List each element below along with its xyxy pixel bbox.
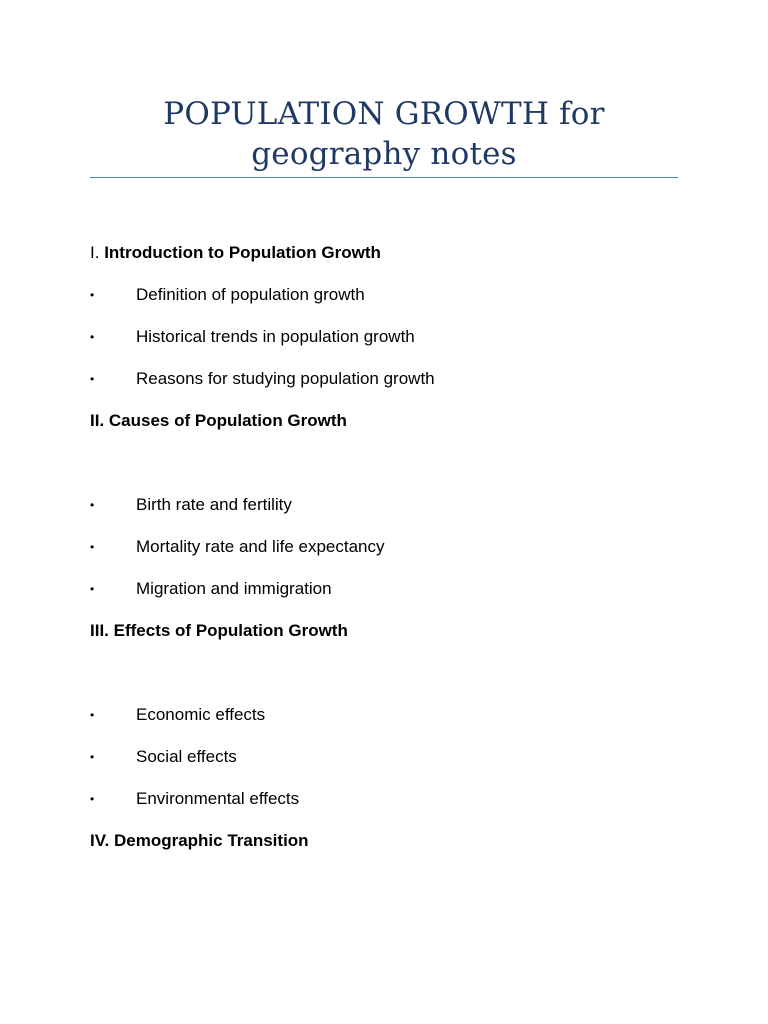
bullet-icon: • <box>90 288 95 302</box>
list-item-text: Migration and immigration <box>136 579 332 598</box>
bullet-icon: • <box>90 708 95 722</box>
list-item-text: Definition of population growth <box>136 285 365 304</box>
section-title: Introduction to Population Growth <box>104 243 381 262</box>
section-number: III. <box>90 621 109 640</box>
bullet-icon: • <box>90 540 95 554</box>
bullet-icon: • <box>90 330 95 344</box>
section-number: I. <box>90 243 100 262</box>
section-heading-causes <box>90 410 347 432</box>
list-item-text: Mortality rate and life expectancy <box>136 537 385 556</box>
title-underline <box>90 177 678 178</box>
section-title: Effects of Population Growth <box>113 621 348 640</box>
section-number: IV. <box>90 831 110 850</box>
bullet-icon: • <box>90 582 95 596</box>
list-item-text: Environmental effects <box>136 789 300 808</box>
list-item-text: Birth rate and fertility <box>136 495 292 514</box>
list-item-text: Historical trends in population growth <box>136 327 415 346</box>
bullet-icon: • <box>90 372 95 386</box>
section-number: II. <box>90 411 105 430</box>
bullet-icon: • <box>90 498 95 512</box>
list-item-text: Reasons for studying population growth <box>136 369 435 388</box>
document-title: POPULATION GROWTH for geography notes <box>163 96 605 172</box>
section-heading-demographic-transition <box>90 830 309 852</box>
section-heading-introduction <box>90 242 381 264</box>
section-title: Causes of Population Growth <box>108 411 347 430</box>
section-heading-effects <box>90 620 348 642</box>
list-item-text: Social effects <box>136 747 237 766</box>
bullet-icon: • <box>90 792 95 806</box>
list-item-text: Economic effects <box>136 705 266 724</box>
section-title: Demographic Transition <box>113 831 309 850</box>
bullet-icon: • <box>90 750 95 764</box>
